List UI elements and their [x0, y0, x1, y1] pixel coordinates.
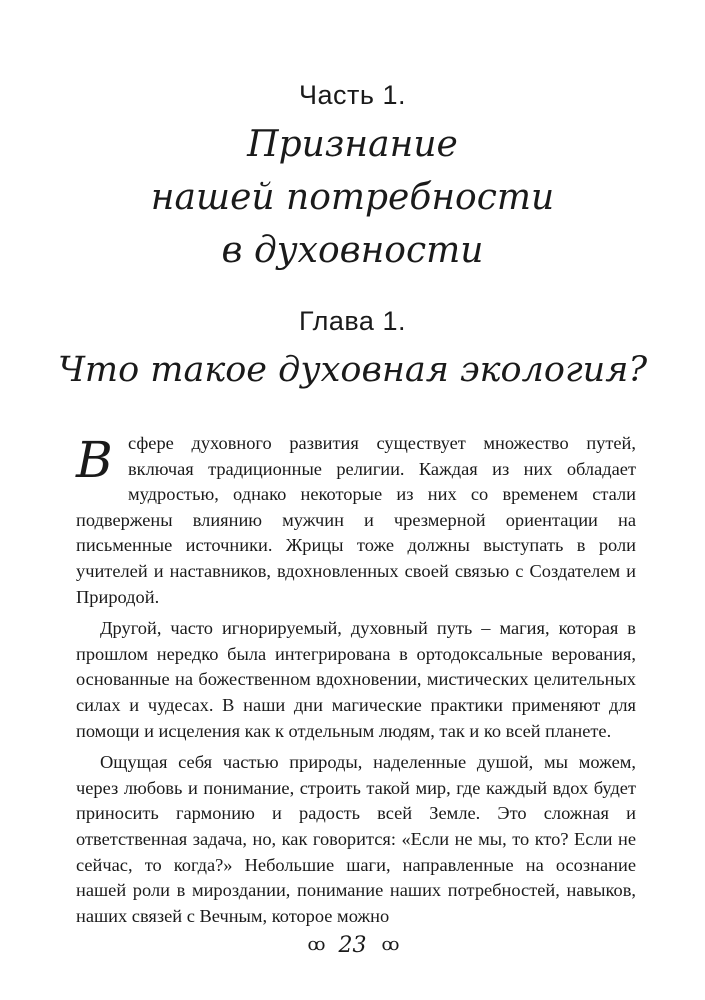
body-text [76, 431, 636, 935]
part-title [0, 118, 705, 277]
paragraph-1 [76, 431, 636, 610]
page-number: 23 [338, 933, 367, 958]
paragraph-2: Другой, часто игнорируемый, духовный путь – магия, которая в прошлом нередко была интегрирована в ортодоксальные верования, основанные на божественном вдохновении, мистических целительных силах и чудесах. В наши дни магические практики применяют для помощи и исцеления как к отдельным людям, так и ко всей планете. [76, 618, 636, 741]
paragraph-1-text: сфере духовного развития существует множество путей, включая традиционные религии. Каждая из них обладает мудростью, однако некоторые из них со временем стали подвержены влиянию мужчин и чрезмерной ориентации на письменные источники. Жрицы тоже должны выступать в роли учителей и наставников, вдохновленных своей связью с Создателем и Природой. [76, 433, 636, 607]
drop-cap: В [76, 431, 113, 489]
part-title-line-3: в духовности [221, 230, 484, 271]
chapter-title: Что такое духовная экология? [57, 350, 648, 390]
page-footer [0, 933, 705, 958]
chapter-label: Глава 1. [299, 306, 406, 336]
paragraph-3: Ощущая себя частью природы, наделенные душой, мы можем, через любовь и понимание, строить такой мир, где каждый вдох будет приносить гармонию и радость всей Земле. Это сложная и ответственная задача, но, как говорится: «Если не мы, то кто? Если не сейчас, то когда?» Небольшие шаги, направленные на осознание нашей роли в мироздании, понимание наших потребностей, навыков, наших связей с Вечным, которое можно [76, 752, 636, 926]
part-title-line-2: нашей потребности [150, 177, 555, 218]
ornament-right-icon: ꝏ [381, 934, 398, 955]
part-label: Часть 1. [299, 80, 406, 110]
part-title-line-1: Признание [247, 124, 458, 165]
ornament-left-icon: ꝏ [307, 934, 324, 955]
